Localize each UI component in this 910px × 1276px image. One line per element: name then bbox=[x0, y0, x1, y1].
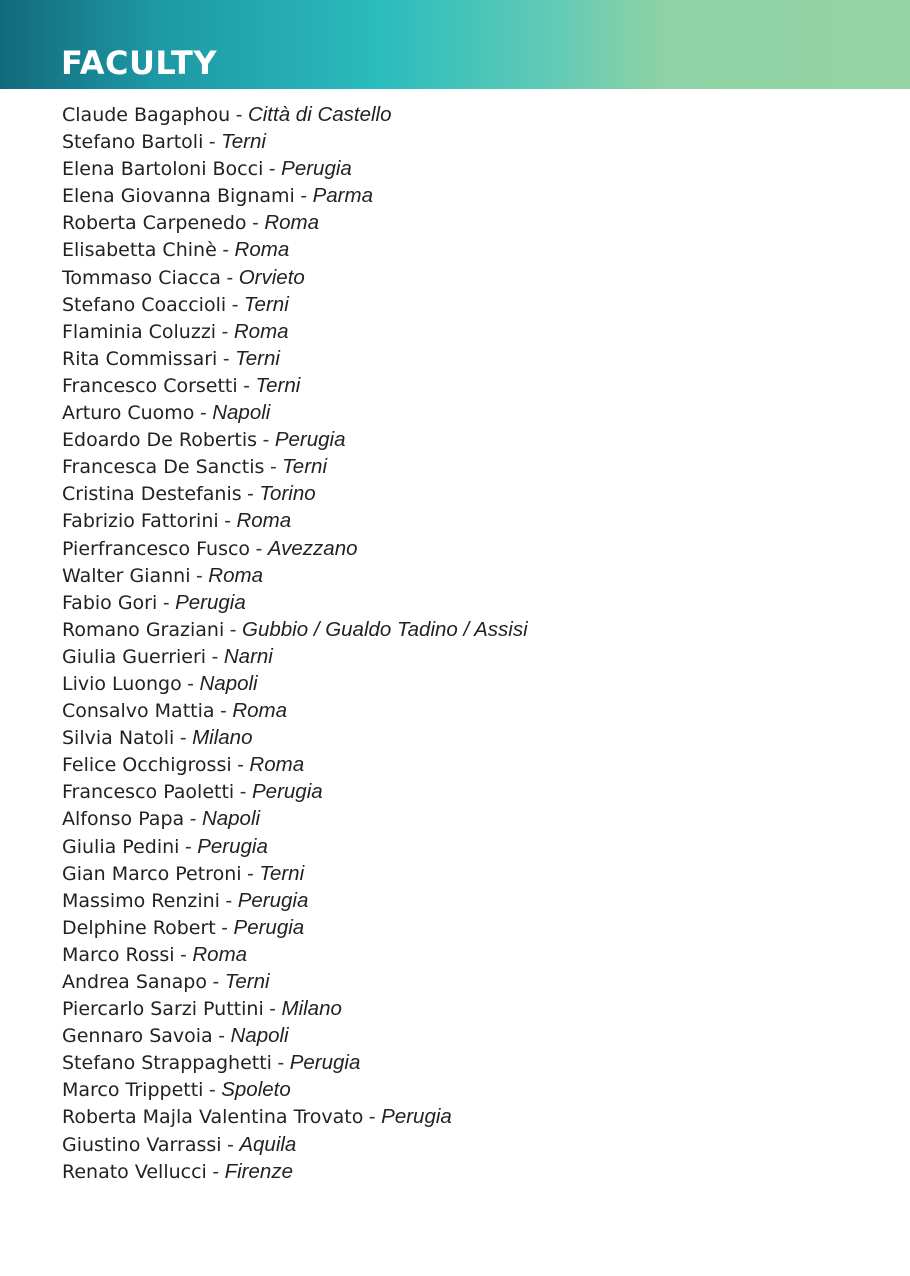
faculty-city: Torino bbox=[259, 482, 316, 506]
faculty-entry bbox=[62, 751, 528, 778]
faculty-separator: - bbox=[216, 320, 234, 343]
faculty-name: Fabrizio Fattorini bbox=[62, 510, 219, 533]
faculty-name: Stefano Strappaghetti bbox=[62, 1052, 272, 1075]
faculty-city: Perugia bbox=[289, 1051, 361, 1075]
faculty-city: Narni bbox=[223, 644, 273, 668]
faculty-city: Roma bbox=[233, 319, 289, 343]
faculty-name: Gennaro Savoia bbox=[62, 1025, 213, 1048]
faculty-separator: - bbox=[231, 754, 250, 777]
faculty-list bbox=[62, 101, 528, 1185]
faculty-city: Avezzano bbox=[267, 536, 358, 560]
faculty-name: Roberta Majla Valentina Trovato bbox=[62, 1106, 364, 1129]
faculty-city: Perugia bbox=[175, 590, 246, 614]
faculty-name: Andrea Sanapo bbox=[62, 971, 207, 993]
faculty-entry bbox=[62, 480, 528, 507]
faculty-entry bbox=[62, 1158, 528, 1185]
faculty-entry bbox=[62, 1049, 528, 1076]
faculty-name: Elena Bartoloni Bocci bbox=[62, 158, 264, 181]
faculty-entry bbox=[62, 805, 528, 832]
faculty-separator: - bbox=[174, 727, 193, 750]
faculty-city: Terni bbox=[224, 970, 270, 993]
faculty-name: Delphine Robert bbox=[62, 916, 216, 939]
faculty-name: Fabio Gori bbox=[62, 591, 158, 614]
faculty-entry bbox=[62, 1076, 528, 1103]
faculty-entry bbox=[62, 1103, 528, 1130]
faculty-city: Napoli bbox=[199, 671, 258, 695]
faculty-separator: - bbox=[234, 781, 252, 804]
faculty-separator: - bbox=[206, 971, 225, 993]
faculty-separator: - bbox=[241, 483, 260, 506]
faculty-city: Perugia bbox=[197, 834, 268, 858]
faculty-name: Elisabetta Chinè bbox=[62, 239, 217, 262]
faculty-separator: - bbox=[264, 456, 283, 479]
faculty-name: Giulia Guerrieri bbox=[62, 645, 207, 668]
faculty-entry bbox=[62, 372, 528, 399]
faculty-entry bbox=[62, 995, 528, 1022]
faculty-entry bbox=[62, 507, 528, 534]
faculty-city: Roma bbox=[192, 942, 248, 966]
faculty-entry bbox=[62, 128, 528, 155]
faculty-entry bbox=[62, 318, 528, 345]
faculty-name: Rita Commissari bbox=[62, 347, 218, 370]
faculty-separator: - bbox=[181, 672, 200, 695]
faculty-separator: - bbox=[246, 212, 265, 235]
faculty-separator: - bbox=[157, 591, 176, 614]
faculty-city: Gubbio / Gualdo Tadino / Assisi bbox=[242, 617, 528, 641]
faculty-city: Terni bbox=[243, 292, 289, 316]
faculty-separator: - bbox=[237, 374, 256, 397]
faculty-city: Perugia bbox=[274, 428, 346, 452]
faculty-name: Flaminia Coluzzi bbox=[62, 320, 217, 343]
faculty-city: Roma bbox=[232, 699, 287, 723]
faculty-name: Walter Gianni bbox=[62, 564, 191, 587]
faculty-entry bbox=[62, 562, 528, 589]
faculty-entry bbox=[62, 453, 528, 480]
faculty-city: Firenze bbox=[224, 1159, 293, 1183]
faculty-name: Elena Giovanna Bignami bbox=[62, 185, 295, 208]
header-banner bbox=[0, 0, 910, 89]
faculty-separator: - bbox=[221, 1133, 240, 1156]
faculty-city: Perugia bbox=[237, 888, 309, 912]
faculty-separator: - bbox=[363, 1106, 382, 1129]
faculty-city: Milano bbox=[281, 997, 342, 1021]
faculty-separator: - bbox=[263, 998, 282, 1021]
faculty-entry bbox=[62, 941, 528, 968]
faculty-name: Francesco Corsetti bbox=[62, 374, 238, 397]
faculty-separator: - bbox=[271, 1052, 290, 1075]
faculty-entry bbox=[62, 643, 528, 670]
faculty-city: Città di Castello bbox=[247, 103, 392, 126]
faculty-city: Orvieto bbox=[238, 265, 305, 289]
faculty-name: Tommaso Ciacca bbox=[62, 266, 221, 289]
faculty-name: Francesco Paoletti bbox=[62, 781, 235, 804]
faculty-separator: - bbox=[241, 862, 260, 885]
faculty-entry bbox=[62, 209, 528, 236]
faculty-separator: - bbox=[218, 510, 237, 533]
faculty-city: Perugia bbox=[281, 157, 352, 181]
faculty-name: Marco Trippetti bbox=[62, 1079, 204, 1102]
faculty-entry bbox=[62, 778, 528, 805]
faculty-name: Francesca De Sanctis bbox=[62, 456, 265, 479]
faculty-entry bbox=[62, 426, 528, 453]
faculty-entry bbox=[62, 291, 528, 318]
faculty-separator: - bbox=[179, 835, 198, 858]
faculty-entry bbox=[62, 589, 528, 616]
faculty-name: Romano Graziani bbox=[62, 618, 225, 641]
faculty-name: Pierfrancesco Fusco bbox=[62, 537, 251, 560]
faculty-city: Perugia bbox=[233, 915, 305, 939]
faculty-name: Arturo Cuomo bbox=[62, 402, 195, 425]
faculty-entry bbox=[62, 1022, 528, 1049]
faculty-entry bbox=[62, 155, 528, 182]
faculty-separator: - bbox=[219, 889, 238, 912]
faculty-separator: - bbox=[230, 104, 248, 126]
faculty-name: Felice Occhigrossi bbox=[62, 754, 232, 777]
faculty-name: Cristina Destefanis bbox=[62, 483, 242, 506]
faculty-separator: - bbox=[190, 564, 209, 587]
faculty-separator: - bbox=[226, 293, 244, 316]
faculty-entry bbox=[62, 345, 528, 372]
faculty-entry bbox=[62, 670, 528, 697]
faculty-separator: - bbox=[206, 1160, 225, 1183]
faculty-entry bbox=[62, 399, 528, 426]
faculty-name: Stefano Bartoli bbox=[62, 131, 204, 154]
faculty-separator: - bbox=[224, 618, 243, 641]
faculty-separator: - bbox=[174, 943, 193, 966]
faculty-entry bbox=[62, 860, 528, 887]
faculty-city: Roma bbox=[234, 238, 290, 262]
faculty-entry bbox=[62, 236, 528, 263]
faculty-separator: - bbox=[203, 1079, 222, 1102]
faculty-separator: - bbox=[257, 429, 275, 452]
faculty-city: Terni bbox=[282, 455, 327, 479]
faculty-entry bbox=[62, 535, 528, 562]
faculty-name: Stefano Coaccioli bbox=[62, 293, 227, 316]
faculty-name: Giustino Varrassi bbox=[62, 1133, 222, 1156]
faculty-entry bbox=[62, 833, 528, 860]
faculty-entry bbox=[62, 724, 528, 751]
faculty-city: Perugia bbox=[252, 780, 323, 804]
faculty-city: Aquila bbox=[239, 1132, 297, 1156]
faculty-name: Gian Marco Petroni bbox=[62, 862, 242, 885]
faculty-city: Napoli bbox=[212, 401, 271, 425]
faculty-name: Silvia Natoli bbox=[62, 727, 175, 750]
faculty-separator: - bbox=[216, 239, 235, 262]
faculty-entry bbox=[62, 887, 528, 914]
faculty-entry bbox=[62, 264, 528, 291]
faculty-city: Terni bbox=[255, 373, 301, 397]
faculty-separator: - bbox=[206, 645, 224, 668]
faculty-entry bbox=[62, 616, 528, 643]
faculty-city: Roma bbox=[249, 753, 305, 777]
faculty-name: Piercarlo Sarzi Puttini bbox=[62, 998, 264, 1021]
faculty-name: Renato Vellucci bbox=[62, 1160, 207, 1183]
faculty-name: Livio Luongo bbox=[62, 672, 182, 695]
faculty-name: Marco Rossi bbox=[62, 943, 175, 966]
faculty-name: Edoardo De Robertis bbox=[62, 429, 258, 452]
faculty-entry bbox=[62, 697, 528, 724]
faculty-entry bbox=[62, 914, 528, 941]
faculty-separator: - bbox=[203, 131, 222, 154]
faculty-city: Parma bbox=[312, 184, 373, 208]
faculty-city: Napoli bbox=[201, 807, 261, 831]
faculty-entry bbox=[62, 968, 528, 995]
faculty-name: Claude Bagaphou bbox=[62, 104, 231, 126]
faculty-separator: - bbox=[220, 266, 239, 289]
faculty-entry bbox=[62, 182, 528, 209]
faculty-city: Napoli bbox=[230, 1024, 289, 1048]
faculty-city: Milano bbox=[192, 726, 253, 750]
faculty-separator: - bbox=[215, 916, 234, 939]
faculty-name: Roberta Carpenedo bbox=[62, 212, 247, 235]
faculty-separator: - bbox=[214, 700, 233, 723]
faculty-name: Massimo Renzini bbox=[62, 889, 220, 912]
faculty-separator: - bbox=[194, 402, 213, 425]
faculty-name: Giulia Pedini bbox=[62, 835, 180, 858]
faculty-city: Terni bbox=[221, 130, 266, 154]
faculty-city: Spoleto bbox=[221, 1078, 291, 1102]
faculty-city: Roma bbox=[264, 211, 320, 235]
faculty-entry bbox=[62, 1131, 528, 1158]
faculty-city: Roma bbox=[208, 563, 263, 587]
faculty-city: Terni bbox=[259, 861, 305, 885]
faculty-city: Perugia bbox=[381, 1105, 452, 1129]
faculty-separator: - bbox=[250, 537, 268, 560]
faculty-city: Terni bbox=[235, 346, 280, 370]
faculty-name: Alfonso Papa bbox=[62, 808, 185, 831]
faculty-separator: - bbox=[217, 347, 236, 370]
faculty-separator: - bbox=[294, 185, 313, 208]
faculty-entry bbox=[62, 101, 528, 128]
faculty-separator: - bbox=[263, 158, 282, 181]
faculty-city: Roma bbox=[236, 509, 292, 533]
faculty-separator: - bbox=[184, 808, 202, 831]
faculty-separator: - bbox=[212, 1025, 231, 1048]
faculty-name: Consalvo Mattia bbox=[62, 700, 215, 723]
page-title: FACULTY bbox=[61, 44, 218, 82]
